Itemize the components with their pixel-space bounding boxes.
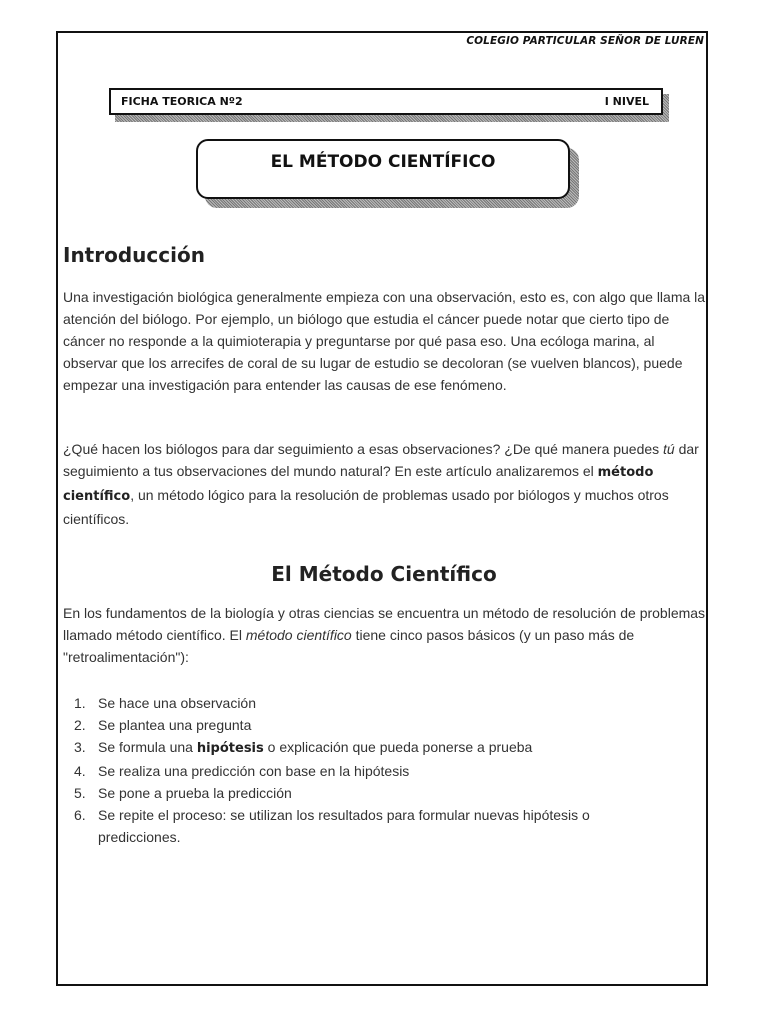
- step-number: 4.: [74, 763, 86, 779]
- method-heading: El Método Científico: [271, 562, 497, 586]
- school-name: COLEGIO PARTICULAR SEÑOR DE LUREN: [466, 35, 704, 47]
- step-text-a: Se formula una: [98, 739, 197, 755]
- list-item: [63, 692, 663, 714]
- text-span: dar seguimiento a tus observaciones del mundo natural? En este artículo analizaremos el: [63, 441, 699, 479]
- list-item: [63, 804, 663, 848]
- emphasis-tu: tú: [663, 441, 675, 457]
- page-title: EL MÉTODO CIENTÍFICO: [270, 152, 496, 172]
- list-item: [63, 714, 663, 736]
- steps-list: [63, 692, 663, 848]
- text-span: , un método lógico para la resolución de problemas usado por biólogos y muchos otros científicos.: [63, 487, 669, 527]
- strong-hipotesis: hipótesis: [196, 741, 264, 756]
- text-span: tiene cinco pasos básicos (y un paso más de "retroalimentación"):: [63, 627, 635, 665]
- list-item: [63, 736, 663, 760]
- intro-paragraph-1: Una investigación biológica generalmente empieza con una observación, esto es, con algo que llama la atención del biólogo. Por ejemplo, un biólogo que estudia el cáncer puede notar que cierto tipo de cáncer no responde a la quimioterapia y preguntarse por qué pasa eso. Una ecóloga marina, al observar que los arrecifes de coral de su lugar de estudio se decoloran (se vuelven blancos), puede empezar una investigación para entender las causas de ese fenómeno.: [63, 289, 706, 393]
- step-number: 2.: [74, 717, 86, 733]
- step-text-b: o explicación que pueda ponerse a prueba: [263, 739, 533, 755]
- step-text: Se pone a prueba la predicción: [98, 785, 292, 801]
- level-label: I NIVEL: [604, 95, 649, 108]
- step-number: 3.: [74, 739, 86, 755]
- sheet-label: FICHA TEORICA Nº2: [121, 95, 243, 108]
- step-number: 5.: [74, 785, 86, 801]
- step-text: Se repite el proceso: se utilizan los resultados para formular nuevas hipótesis o predicciones.: [98, 807, 590, 845]
- list-item: [63, 760, 663, 782]
- list-item: [63, 782, 663, 804]
- step-number: 6.: [74, 807, 86, 823]
- text-span: En los fundamentos de la biología y otras ciencias se encuentra un método de resolución de problemas llamado método científico. El: [63, 605, 706, 643]
- title-box: [196, 139, 570, 199]
- emphasis-metodo-cientifico: método científico: [245, 627, 352, 643]
- intro-paragraph-2: [63, 438, 711, 530]
- method-paragraph: [63, 602, 711, 668]
- text-span: ¿Qué hacen los biólogos para dar seguimiento a esas observaciones? ¿De qué manera puedes: [63, 441, 664, 457]
- intro-heading: Introducción: [63, 243, 205, 267]
- step-number: 1.: [74, 695, 86, 711]
- step-text: Se plantea una pregunta: [98, 717, 252, 733]
- strong-metodo-cientifico: método científico: [63, 465, 654, 504]
- step-text: Se realiza una predicción con base en la hipótesis: [98, 763, 410, 779]
- step-text: Se hace una observación: [98, 695, 256, 711]
- header-bar: [109, 88, 663, 115]
